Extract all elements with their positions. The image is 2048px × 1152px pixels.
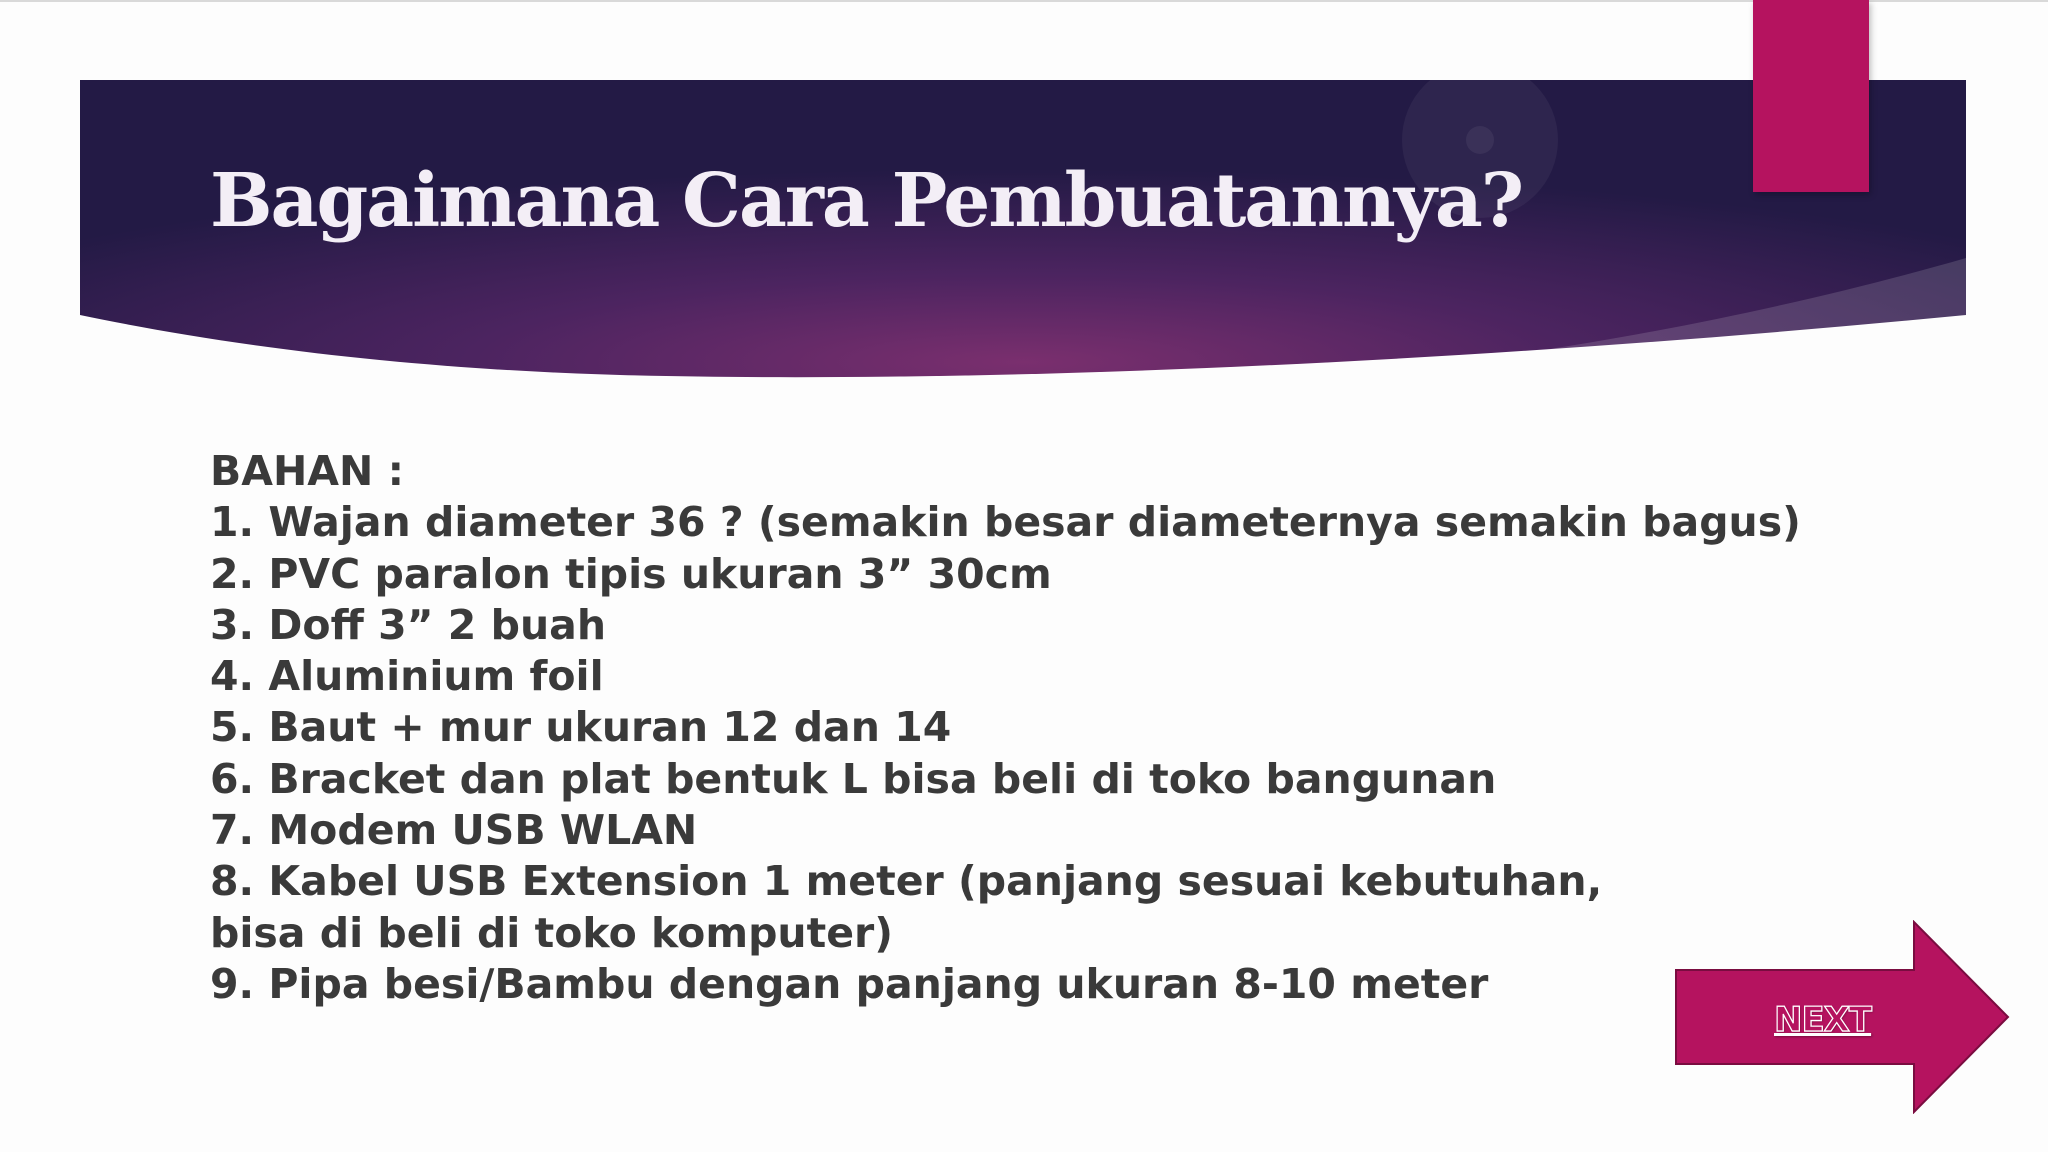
decorative-pink-tab (1753, 0, 1869, 192)
list-item: 9. Pipa besi/Bambu dengan panjang ukuran 8-10 meter (210, 959, 1489, 1008)
materials-heading: BAHAN : (210, 447, 405, 495)
list-item: 4. Aluminium foil (210, 652, 604, 701)
next-link[interactable]: NEXT (1774, 1000, 1872, 1040)
list-item: 6. Bracket dan plat bentuk L bisa beli di toko bangunan (210, 754, 1497, 803)
list-item: 7. Modem USB WLAN (210, 806, 698, 855)
list-item: 1. Wajan diameter 36 ? (semakin besar diameternya semakin bagus) (210, 498, 1801, 547)
list-item: 8. Kabel USB Extension 1 meter (panjang sesuai kebutuhan, bisa di beli di toko komputer) (210, 857, 1603, 957)
list-item: 3. Doff 3” 2 buah (210, 600, 607, 649)
list-item: 2. PVC paralon tipis ukuran 3” 30cm (210, 549, 1052, 598)
slide-title: Bagaimana Cara Pembuatannya? (210, 158, 1523, 244)
list-item: 5. Baut + mur ukuran 12 dan 14 (210, 703, 952, 752)
materials-list (210, 446, 1801, 1010)
